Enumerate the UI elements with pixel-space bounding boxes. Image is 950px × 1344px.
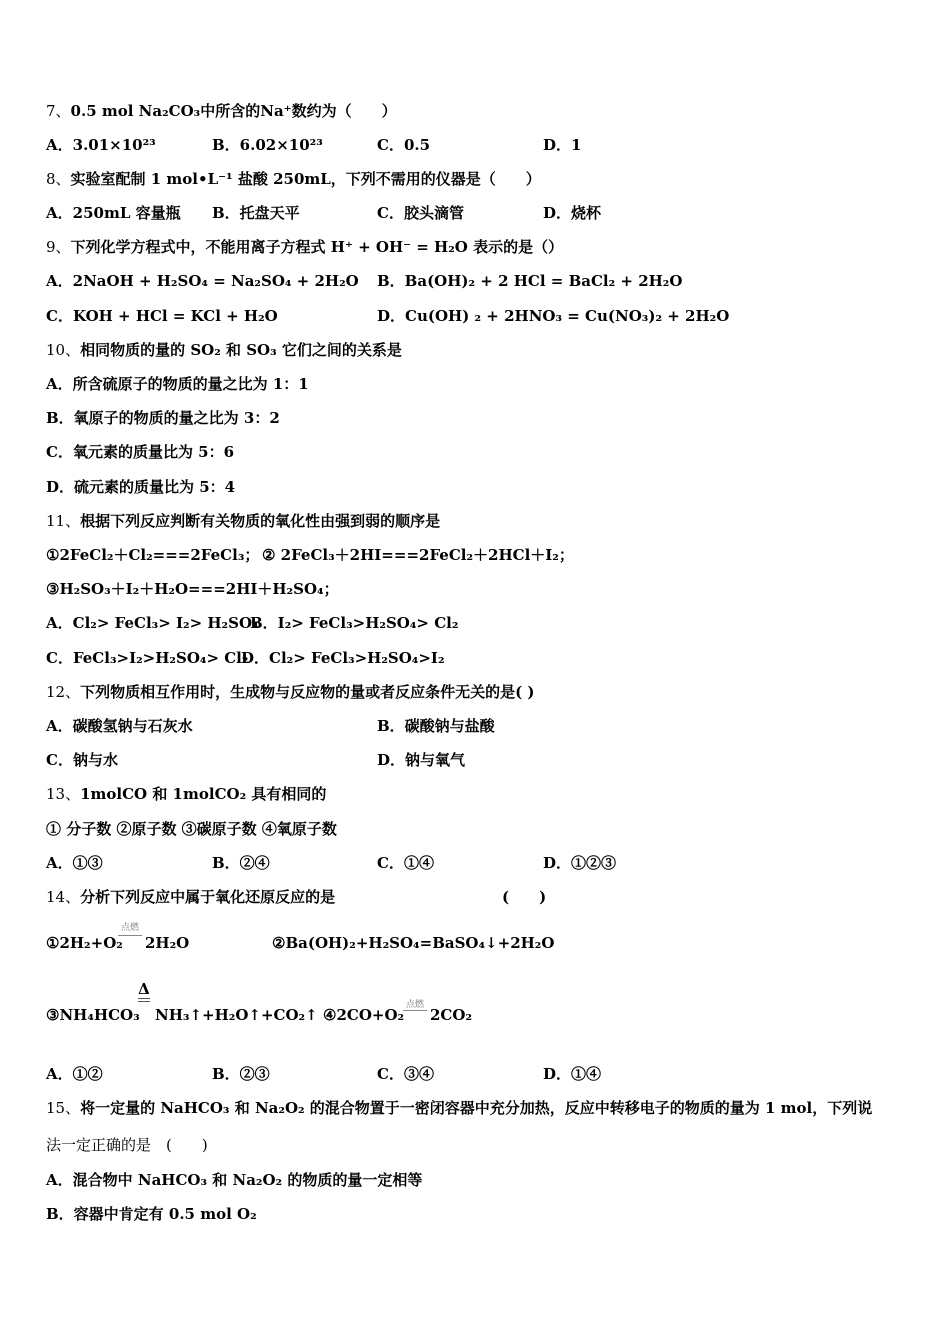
q14-reaction-3-condition: Δ xyxy=(138,980,150,998)
q13-option-c: C．①④ xyxy=(377,854,434,872)
question-text: 下列化学方程式中，不能用离子方程式 H⁺ + OH⁻ = H₂O 表示的是（） xyxy=(70,238,564,256)
q15-option-a: A．混合物中 NaHCO₃ 和 Na₂O₂ 的物质的量一定相等 xyxy=(46,1171,423,1189)
question-number: 13、 xyxy=(46,785,81,803)
q14-reaction-1-condition: 点燃 xyxy=(120,923,139,933)
question-text: 相同物质的量的 SO₂ 和 SO₃ 它们之间的关系是 xyxy=(80,341,402,359)
reaction-arrow-line xyxy=(118,935,142,936)
question-number: 10、 xyxy=(46,341,81,359)
question-7-stem xyxy=(46,100,397,122)
question-number: 7、 xyxy=(46,102,71,120)
q10-option-a: A．所含硫原子的物质的量之比为 1：1 xyxy=(46,375,309,393)
question-8-stem xyxy=(46,168,541,190)
q11-option-d: D．Cl₂> FeCl₃>H₂SO₄>I₂ xyxy=(241,649,445,667)
question-number: 9、 xyxy=(46,238,71,256)
q14-reaction-4-condition: 点燃 xyxy=(405,1000,424,1010)
q7-option-d: D．1 xyxy=(543,136,582,154)
question-text-line-1: 将一定量的 NaHCO₃ 和 Na₂O₂ 的混合物置于一密闭容器中充分加热，反应中转移电子的物质的量为 1 mol，下列说 xyxy=(80,1099,873,1117)
q11-option-c: C．FeCl₃>I₂>H₂SO₄> Cl₂ xyxy=(46,649,249,667)
q14-reaction-4-left: ④2CO+O₂ xyxy=(323,1006,405,1024)
q10-option-d: D．硫元素的质量比为 5：4 xyxy=(46,478,236,496)
question-14-stem xyxy=(46,886,335,908)
q14-answer-paren: ( ) xyxy=(502,888,547,906)
q14-reaction-1-right: 2H₂O xyxy=(145,934,190,952)
q7-option-b: B．6.02×10²³ xyxy=(212,136,323,154)
q14-reaction-1-left: ①2H₂+O₂ xyxy=(46,934,123,952)
q9-option-d: D．Cu(OH) ₂ + 2HNO₃ = Cu(NO₃)₂ + 2H₂O xyxy=(377,307,730,325)
q7-option-a: A．3.01×10²³ xyxy=(46,136,156,154)
q10-option-c: C．氧元素的质量比为 5：6 xyxy=(46,443,235,461)
q14-reaction-3-left: ③NH₄HCO₃ xyxy=(46,1006,140,1024)
question-13-stem xyxy=(46,783,326,805)
question-text: 0.5 mol Na₂CO₃中所含的Na⁺数约为（ ） xyxy=(70,102,397,120)
question-text: 根据下列反应判断有关物质的氧化性由强到弱的顺序是 xyxy=(80,512,441,530)
question-text: 1molCO 和 1molCO₂ 具有相同的 xyxy=(80,785,327,803)
q13-option-d: D．①②③ xyxy=(543,854,617,872)
q11-reaction-1: ①2FeCl₂＋Cl₂===2FeCl₃； xyxy=(46,546,260,564)
question-number: 15、 xyxy=(46,1099,81,1117)
q14-option-b: B．②③ xyxy=(212,1065,270,1083)
question-15-stem xyxy=(46,1097,872,1119)
q8-option-c: C．胶头滴管 xyxy=(377,204,464,222)
q9-option-a: A．2NaOH + H₂SO₄ = Na₂SO₄ + 2H₂O xyxy=(46,272,359,290)
question-10-stem xyxy=(46,339,402,361)
q11-reaction-3: ③H₂SO₃＋I₂＋H₂O===2HI＋H₂SO₄； xyxy=(46,580,339,598)
q8-option-b: B．托盘天平 xyxy=(212,204,300,222)
q7-option-c: C．0.5 xyxy=(377,136,431,154)
q13-option-b: B．②④ xyxy=(212,854,270,872)
question-number: 14、 xyxy=(46,888,81,906)
q9-option-b: B．Ba(OH)₂ + 2 HCl = BaCl₂ + 2H₂O xyxy=(377,272,683,290)
q14-option-c: C．③④ xyxy=(377,1065,434,1083)
q8-option-d: D．烧杯 xyxy=(543,204,602,222)
reaction-arrow-line xyxy=(403,1010,427,1011)
question-text: 分析下列反应中属于氧化还原反应的是 xyxy=(80,888,336,906)
q14-reaction-4-right: 2CO₂ xyxy=(430,1006,473,1024)
question-number: 12、 xyxy=(46,683,81,701)
question-number: 11、 xyxy=(46,512,81,530)
q12-option-d: D．钠与氧气 xyxy=(377,751,466,769)
q11-option-b: B．I₂> FeCl₃>H₂SO₄> Cl₂ xyxy=(250,614,459,632)
question-text: 下列物质相互作用时，生成物与反应物的量或者反应条件无关的是( ) xyxy=(80,683,535,701)
q8-option-a: A．250mL 容量瓶 xyxy=(46,204,181,222)
reaction-equals-sign xyxy=(138,998,150,1002)
q14-reaction-2: ②Ba(OH)₂+H₂SO₄=BaSO₄↓+2H₂O xyxy=(272,934,555,952)
q14-option-a: A．①② xyxy=(46,1065,103,1083)
question-12-stem xyxy=(46,681,535,703)
q13-items: ① 分子数 ②原子数 ③碳原子数 ④氧原子数 xyxy=(46,820,337,838)
q11-reaction-2: ② 2FeCl₃＋2HI===2FeCl₂＋2HCl＋I₂； xyxy=(262,546,574,564)
question-number: 8、 xyxy=(46,170,71,188)
q13-option-a: A．①③ xyxy=(46,854,103,872)
question-15-stem-line-2: 法一定正确的是 ( ) xyxy=(46,1136,208,1154)
q12-option-a: A．碳酸氢钠与石灰水 xyxy=(46,717,193,735)
question-text: 实验室配制 1 mol•L⁻¹ 盐酸 250mL，下列不需用的仪器是（ ） xyxy=(70,170,541,188)
question-9-stem xyxy=(46,236,563,258)
q14-option-d: D．①④ xyxy=(543,1065,602,1083)
q14-reaction-3-right: NH₃↑+H₂O↑+CO₂↑ xyxy=(155,1006,318,1024)
q10-option-b: B．氧原子的物质的量之比为 3：2 xyxy=(46,409,280,427)
question-11-stem xyxy=(46,510,440,532)
q11-option-a: A．Cl₂> FeCl₃> I₂> H₂SO₄ xyxy=(46,614,259,632)
q12-option-c: C．钠与水 xyxy=(46,751,118,769)
q15-option-b: B．容器中肯定有 0.5 mol O₂ xyxy=(46,1205,257,1223)
q9-option-c: C．KOH + HCl = KCl + H₂O xyxy=(46,307,278,325)
q12-option-b: B．碳酸钠与盐酸 xyxy=(377,717,495,735)
